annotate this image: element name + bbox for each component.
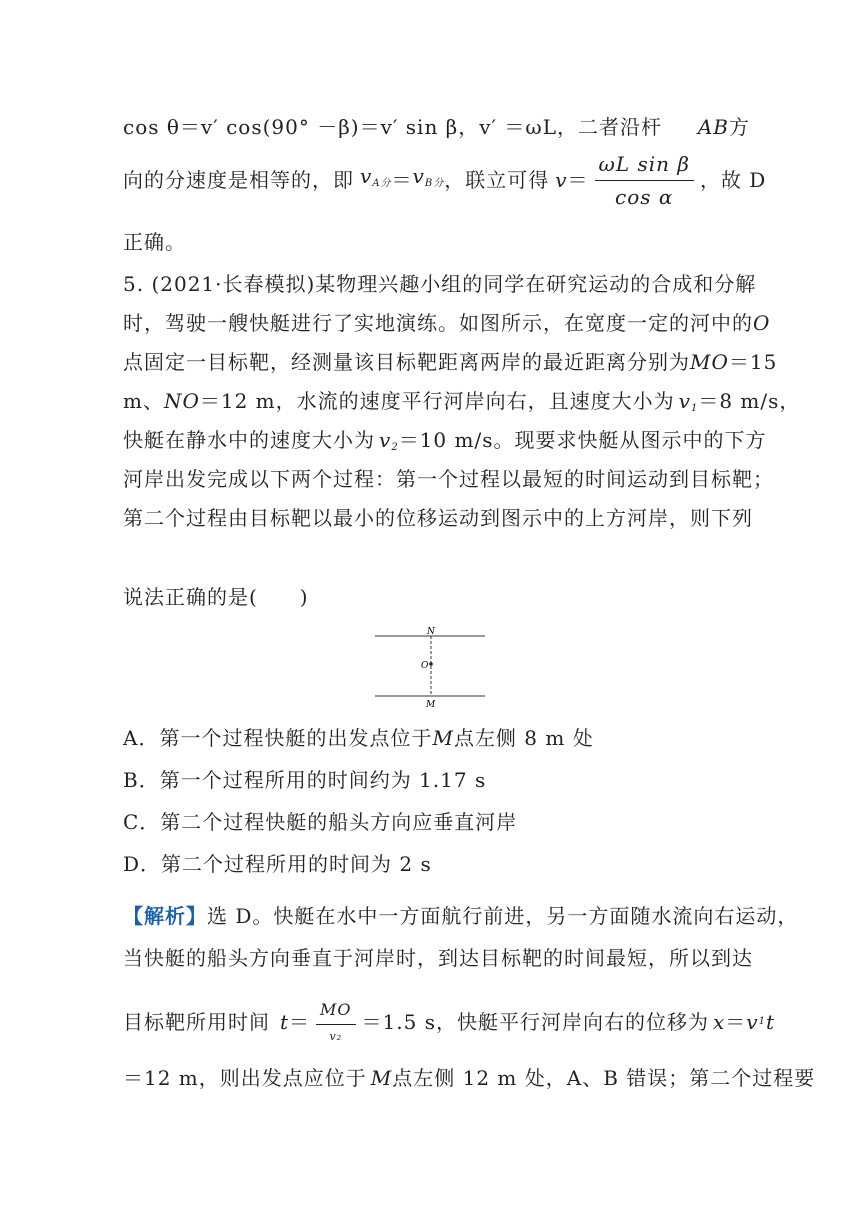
subscript: 1 xyxy=(690,403,699,414)
time-symbol: t xyxy=(765,1010,775,1034)
analysis-line-3 xyxy=(123,992,775,1052)
velocity-symbol: v xyxy=(412,164,425,188)
subscript: A分 xyxy=(372,178,392,189)
subscript: 1 xyxy=(758,1016,766,1027)
solution-text: cos θ＝v′ cos(90° －β)＝v′ sin β，v′ ＝ωL，二者沿杆 xyxy=(123,115,663,139)
option-c: C．第二个过程快艇的船头方向应垂直河岸 xyxy=(123,810,518,834)
analysis-tag: 【解析】 xyxy=(123,904,207,928)
solution-text: ，联立可得 xyxy=(444,168,550,192)
question-text: ＝8 m/s， xyxy=(698,389,801,413)
velocity-symbol: v xyxy=(379,428,392,452)
solution-text-end: 方 xyxy=(729,115,750,139)
question-text: 时，驾驶一艘快艇进行了实地演练。如图所示，在宽度一定的河中的 xyxy=(123,311,753,335)
question-text: ＝12 m，水流的速度平行河岸向右，且速度大小为 xyxy=(199,389,675,413)
option-a xyxy=(123,724,750,752)
point-label: M xyxy=(432,726,454,750)
question-text: ＝15 xyxy=(728,350,778,374)
river-diagram xyxy=(373,624,487,710)
option-d: D．第二个过程所用的时间为 2 s xyxy=(123,852,432,876)
question-text: m、 xyxy=(123,389,164,413)
fraction-denominator: cos α xyxy=(615,184,674,209)
question-line-2 xyxy=(123,309,771,337)
analysis-line-2: 当快艇的船头方向垂直于河岸时，到达目标靶的时间最短，所以到达 xyxy=(123,946,753,970)
point-label: O xyxy=(753,311,771,335)
analysis-line-1 xyxy=(123,902,799,930)
question-line-3 xyxy=(123,348,778,376)
analysis-text: ＝12 m，则出发点应位于 xyxy=(123,1066,367,1090)
analysis-line-4 xyxy=(123,1064,816,1092)
fraction-denominator: v₂ xyxy=(329,1030,343,1043)
solution-line-1 xyxy=(123,113,750,141)
velocity-symbol: v xyxy=(360,164,373,188)
fraction-numerator: ωL sin β xyxy=(595,154,694,181)
question-line-6: 河岸出发完成以下两个过程：第一个过程以最短的时间运动到目标靶； xyxy=(123,467,774,491)
equals-sign: ＝ xyxy=(725,1010,747,1034)
segment-label: MO xyxy=(690,350,729,374)
question-line-4 xyxy=(123,387,801,423)
displacement-symbol: x xyxy=(712,1010,726,1034)
question-line-5 xyxy=(123,426,767,462)
equals-sign: ＝ xyxy=(567,168,589,192)
time-fraction xyxy=(316,1002,356,1042)
option-b: B．第一个过程所用的时间约为 1.17 s xyxy=(123,768,487,792)
analysis-text: 目标靶所用时间 xyxy=(123,1010,270,1034)
velocity-fraction xyxy=(595,151,694,209)
segment-label: NO xyxy=(163,389,200,413)
solution-text: 向的分速度是相等的，即 xyxy=(123,168,354,192)
label-m: M xyxy=(426,700,436,710)
question-line-8: 说法正确的是( ) xyxy=(123,585,309,609)
subscript: 2 xyxy=(391,442,399,453)
point-label: M xyxy=(370,1066,393,1090)
analysis-text: 点左侧 12 m 处，A、B 错误；第二个过程要 xyxy=(392,1066,816,1090)
analysis-text: ＝1.5 s，快艇平行河岸向右的位移为 xyxy=(361,1010,709,1034)
velocity-symbol: v xyxy=(746,1010,759,1034)
rod-label: AB xyxy=(697,115,729,139)
question-line-1: 5. (2021·长春模拟)某物理兴趣小组的同学在研究运动的合成和分解 xyxy=(123,272,757,296)
option-text: A．第一个过程快艇的出发点位于 xyxy=(123,726,433,750)
solution-line-3: 正确。 xyxy=(123,230,186,254)
time-symbol: t xyxy=(280,1010,290,1034)
question-line-7: 第二个过程由目标靶以最小的位移运动到图示中的上方河岸，则下列 xyxy=(123,506,753,530)
label-o: O xyxy=(421,661,429,671)
solution-line-2 xyxy=(123,151,767,209)
solution-text: ，故 D xyxy=(699,168,767,192)
question-text: 快艇在静水中的速度大小为 xyxy=(123,428,375,452)
fraction-numerator: MO xyxy=(316,1002,356,1025)
label-n: N xyxy=(427,627,435,637)
question-text: ＝10 m/s。现要求快艇从图示中的下方 xyxy=(398,428,767,452)
equals-sign: ＝ xyxy=(289,1010,311,1034)
subscript: B分 xyxy=(424,178,445,189)
equals-sign: ＝ xyxy=(391,168,413,192)
question-text: 点固定一目标靶，经测量该目标靶距离两岸的最近距离分别为 xyxy=(123,350,690,374)
target-point xyxy=(429,662,433,666)
velocity-symbol: v xyxy=(555,168,568,192)
analysis-text: 选 D。快艇在水中一方面航行前进，另一方面随水流向右运动， xyxy=(207,904,799,928)
option-text: 点左侧 8 m 处 xyxy=(453,726,594,750)
velocity-symbol: v xyxy=(678,389,691,413)
